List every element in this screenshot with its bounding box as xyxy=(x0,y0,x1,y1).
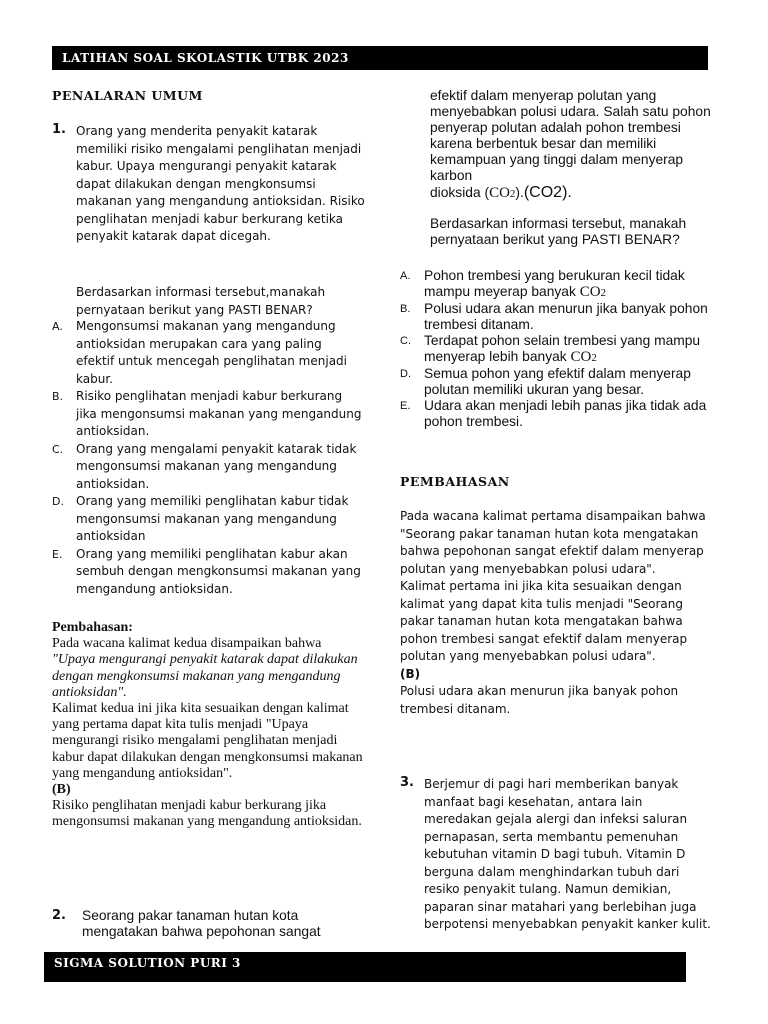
q2-discussion-p2: Kalimat pertama ini jika kita sesuaikan dengan kalimat yang dapat kita tulis menjadi "Seorang pakar tanaman hutan kota mengatakan bahwa pohon trembesi sangat efektif dalam menyerap polutan yang menyebabkan polusi udara". xyxy=(400,579,688,663)
q1-prompt: Berdasarkan informasi tersebut,manakah pernyataan berikut yang PASTI BENAR? xyxy=(76,285,326,317)
q1-discussion xyxy=(52,620,364,831)
q2-option-d[interactable] xyxy=(400,366,712,398)
q1-discussion-title: Pembahasan: xyxy=(52,620,133,635)
option-label: B. xyxy=(400,303,411,316)
option-label: C. xyxy=(400,335,411,348)
q1-option-d[interactable] xyxy=(52,493,362,546)
option-text: Polusi udara akan menurun jika banyak pohon trembesi ditanam. xyxy=(424,301,708,333)
co-text: CO xyxy=(489,185,510,201)
q1-option-a[interactable] xyxy=(52,318,362,388)
q2-option-a[interactable] xyxy=(400,268,712,301)
co-subscript: 2 xyxy=(591,352,597,365)
option-label: D. xyxy=(400,368,411,381)
q2-stem-continued xyxy=(430,88,714,248)
q2-answer: (B) xyxy=(400,666,421,681)
q2-option-e[interactable] xyxy=(400,398,712,430)
option-label: B. xyxy=(52,390,64,403)
q2-number: 2. xyxy=(52,908,66,923)
q1-option-e[interactable] xyxy=(52,546,362,599)
q2-stem-end xyxy=(430,185,714,202)
q2-prompt: Berdasarkan informasi tersebut, manakah pernyataan berikut yang PASTI BENAR? xyxy=(430,216,687,248)
co-text: CO xyxy=(579,284,601,300)
option-label: E. xyxy=(400,400,411,413)
q1-discussion-intro: Pada wacana kalimat kedua disampaikan bahwa xyxy=(52,636,322,652)
q2-discussion-title: PEMBAHASAN xyxy=(400,474,510,489)
q1-answer-text: Risiko penglihatan menjadi kabur berkurang jika mengonsumsi makanan yang mengandung antioksidan. xyxy=(52,798,362,830)
co-subscript: 2 xyxy=(600,287,607,299)
option-text: Orang yang memiliki penglihatan kabur akan sembuh dengan mengkonsumsi makanan yang mengandung antioksidan. xyxy=(76,546,361,596)
option-text: Pohon trembesi yang berukuran kecil tidak mampu meyerap banyak xyxy=(424,268,685,299)
stem-end-b: ). xyxy=(515,185,524,200)
footer-text: SIGMA SOLUTION PURI 3 xyxy=(54,956,241,970)
co2-text: (CO2). xyxy=(523,184,572,201)
option-text: Udara akan menjadi lebih panas jika tidak ada pohon trembesi. xyxy=(424,398,707,430)
option-label: E. xyxy=(52,547,63,561)
q2-options xyxy=(400,268,712,430)
q2-stem-start: Seorang pakar tanaman hutan kota mengatakan bahwa pepohonan sangat xyxy=(82,908,321,939)
footer-bar xyxy=(44,952,686,982)
option-text: Semua pohon yang efektif dalam menyerap polutan memiliki ukuran yang besar. xyxy=(424,366,691,398)
header-bar xyxy=(52,46,708,70)
q3-stem: Berjemur di pagi hari memberikan banyak manfaat bagi kesehatan, antara lain meredakan gejala alergi dan infeksi saluran pernapasan, serta membantu pemenuhan kebutuhan vitamin D bagi tubuh. Vitamin D berguna dalam menghindarkan tubuh dari resiko penyakit tulang. Namun demikian, paparan sinar matahari yang berlebihan juga berpotensi menyebabkan penyakit kanker kulit. xyxy=(424,777,711,931)
q1-options xyxy=(52,318,362,598)
q1-option-c[interactable] xyxy=(52,441,362,494)
q2-answer-text: Polusi udara akan menurun jika banyak pohon trembesi ditanam. xyxy=(400,684,679,716)
q1-discussion-quote: "Upaya mengurangi penyakit katarak dapat dilakukan dengan mengkonsumsi makanan yang mengandung antioksidan". xyxy=(52,652,358,700)
option-label: A. xyxy=(400,270,411,282)
stem-end-a: dioksida ( xyxy=(430,185,490,200)
q2-stem-cont: efektif dalam menyerap polutan yang menyebabkan polusi udara. Salah satu pohon penyerap polutan adalah pohon trembesi karena berbentuk besar dan memiliki kemampuan yang tinggi dalam menyerap karbon xyxy=(430,88,711,183)
q2-option-c[interactable] xyxy=(400,333,712,366)
co-subscript: 2 xyxy=(509,188,516,200)
option-text: Risiko penglihatan menjadi kabur berkurang jika mengonsumsi makanan yang mengandung antioksidan. xyxy=(76,389,362,438)
option-text: Mengonsumsi makanan yang mengandung antioksidan merupakan cara yang paling efektif untuk mencegah penglihatan menjadi kabur. xyxy=(76,319,347,386)
option-text: Orang yang mengalami penyakit katarak tidak mengonsumsi makanan yang mengandung antioksidan. xyxy=(76,441,357,491)
q1-answer: (B) xyxy=(52,782,71,798)
option-label: D. xyxy=(52,495,64,508)
option-text: Terdapat pohon selain trembesi yang mampu menyerap lebih banyak xyxy=(424,333,701,365)
option-label: C. xyxy=(52,442,64,456)
q3-number: 3. xyxy=(400,775,414,790)
q1-option-b[interactable] xyxy=(52,388,362,441)
section-title: PENALARAN UMUM xyxy=(52,88,203,103)
q1-discussion-body: Kalimat kedua ini jika kita sesuaikan dengan kalimat yang pertama dapat kita tulis menjadi "Upaya mengurangi risiko mengalami penglihatan menjadi kabur dapat dilakukan dengan mengkonsumsi makanan yang mengandung antioksidan". xyxy=(52,701,363,781)
q2-option-b[interactable] xyxy=(400,301,712,333)
q1-number: 1. xyxy=(52,122,66,137)
option-label: A. xyxy=(52,320,63,333)
option-text: Orang yang memiliki penglihatan kabur tidak mengonsumsi makanan yang mengandung antioksidan xyxy=(76,494,349,543)
co-text: CO xyxy=(570,349,592,366)
header-title: LATIHAN SOAL SKOLASTIK UTBK 2023 xyxy=(62,51,349,65)
q1-stem: Orang yang menderita penyakit katarak memiliki risiko mengalami penglihatan menjadi kabur. Upaya mengurangi penyakit katarak dapat dilakukan dengan mengkonsumsi makanan yang mengandung antioksidan. Risiko penglihatan menjadi kabur berkurang ketika penyakit katarak dapat dicegah. xyxy=(76,124,365,243)
q2-discussion-p1: Pada wacana kalimat pertama disampaikan bahwa "Seorang pakar tanaman hutan kota mengatakan bahwa pepohonan sangat efektif dalam menyerap polutan yang menyebabkan polusi udara". xyxy=(400,509,706,576)
q2-discussion xyxy=(400,508,712,718)
